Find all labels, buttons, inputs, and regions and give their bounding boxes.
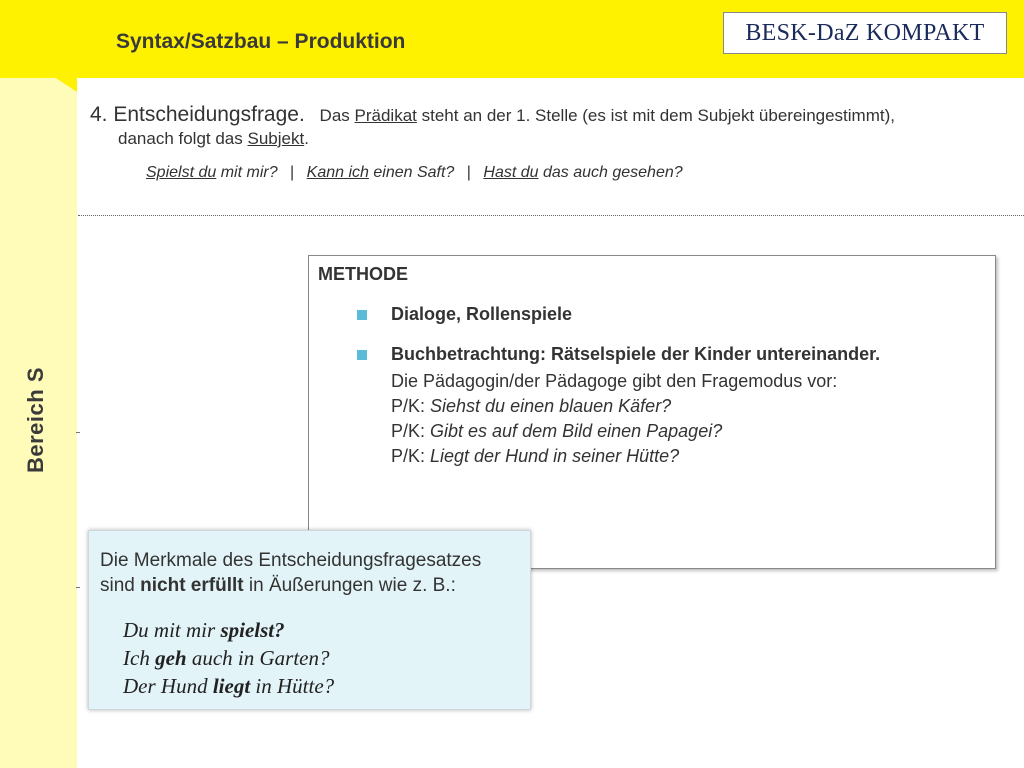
note-text-part: sind bbox=[100, 575, 141, 596]
dotted-divider bbox=[78, 215, 1024, 216]
method-question bbox=[391, 444, 837, 469]
method-question bbox=[391, 394, 837, 419]
note-examples bbox=[123, 616, 334, 700]
example-rest: das auch gesehen? bbox=[538, 164, 683, 181]
example-part: Ich bbox=[123, 646, 156, 670]
sidebar-notch bbox=[56, 78, 77, 92]
speaker-prefix: P/K: bbox=[391, 446, 431, 466]
question-text: Liegt der Hund in seiner Hütte? bbox=[430, 446, 680, 466]
section-line-1 bbox=[90, 103, 1010, 127]
example-part: auch in Garten? bbox=[186, 646, 330, 670]
section-text: Das bbox=[319, 106, 355, 125]
sidebar-label: Bereich S bbox=[23, 367, 48, 473]
header-bar bbox=[0, 0, 1024, 78]
example-part: in Hütte? bbox=[250, 674, 335, 698]
term-subjekt: Subjekt bbox=[247, 129, 305, 148]
example-verb: liegt bbox=[212, 674, 251, 698]
square-bullet-icon bbox=[357, 350, 367, 360]
example-rest: mit mir? bbox=[216, 164, 278, 181]
example-underlined: Spielst du bbox=[146, 164, 217, 181]
brand-box: BESK-DaZ KOMPAKT bbox=[723, 12, 1007, 54]
note-emphasis: nicht erfüllt bbox=[140, 575, 244, 596]
page-title: Syntax/Satzbau – Produktion bbox=[116, 30, 406, 53]
section-text: danach folgt das bbox=[118, 129, 248, 148]
example-separator: | bbox=[466, 164, 471, 181]
example-part: Du mit mir bbox=[123, 618, 221, 642]
section-text: steht an der 1. Stelle (es ist mit dem Subjekt übereingestimmt), bbox=[416, 106, 895, 125]
note-example bbox=[123, 644, 334, 672]
method-bullet-2-body bbox=[391, 369, 837, 469]
speaker-prefix: P/K: bbox=[391, 396, 431, 416]
note-text-part: in Äußerungen wie z. B.: bbox=[243, 575, 456, 596]
example-underlined: Kann ich bbox=[306, 164, 369, 181]
method-box bbox=[308, 255, 996, 569]
example-sentences bbox=[146, 164, 683, 182]
method-intro: Die Pädagogin/der Pädagoge gibt den Fragemodus vor: bbox=[391, 371, 838, 391]
question-text: Siehst du einen blauen Käfer? bbox=[430, 396, 672, 416]
question-type-section bbox=[90, 103, 1010, 149]
note-line-2 bbox=[100, 573, 481, 598]
example-underlined: Hast du bbox=[483, 164, 539, 181]
square-bullet-icon bbox=[357, 310, 367, 320]
example-separator: | bbox=[290, 164, 295, 181]
margin-tick bbox=[76, 432, 80, 433]
question-text: Gibt es auf dem Bild einen Papagei? bbox=[430, 421, 723, 441]
method-title: METHODE bbox=[318, 264, 408, 284]
example-part: Der Hund bbox=[123, 674, 213, 698]
example-verb: spielst? bbox=[220, 618, 285, 642]
note-example bbox=[123, 672, 334, 700]
note-line-1: Die Merkmale des Entscheidungsfragesatzes bbox=[100, 550, 482, 571]
section-line-2 bbox=[118, 129, 1010, 149]
example-rest: einen Saft? bbox=[368, 164, 455, 181]
example-verb: geh bbox=[155, 646, 187, 670]
note-box bbox=[88, 530, 531, 710]
margin-tick bbox=[76, 587, 80, 588]
method-bullet-1: Dialoge, Rollenspiele bbox=[391, 304, 573, 324]
note-text bbox=[100, 548, 481, 598]
note-example bbox=[123, 616, 334, 644]
section-text: . bbox=[304, 129, 309, 148]
method-bullet-2-heading: Buchbetrachtung: Rätselspiele der Kinder untereinander. bbox=[391, 344, 881, 364]
speaker-prefix: P/K: bbox=[391, 421, 431, 441]
method-question bbox=[391, 419, 837, 444]
section-number: 4. Entscheidungsfrage. bbox=[90, 103, 305, 126]
term-praedikat: Prädikat bbox=[354, 106, 417, 125]
